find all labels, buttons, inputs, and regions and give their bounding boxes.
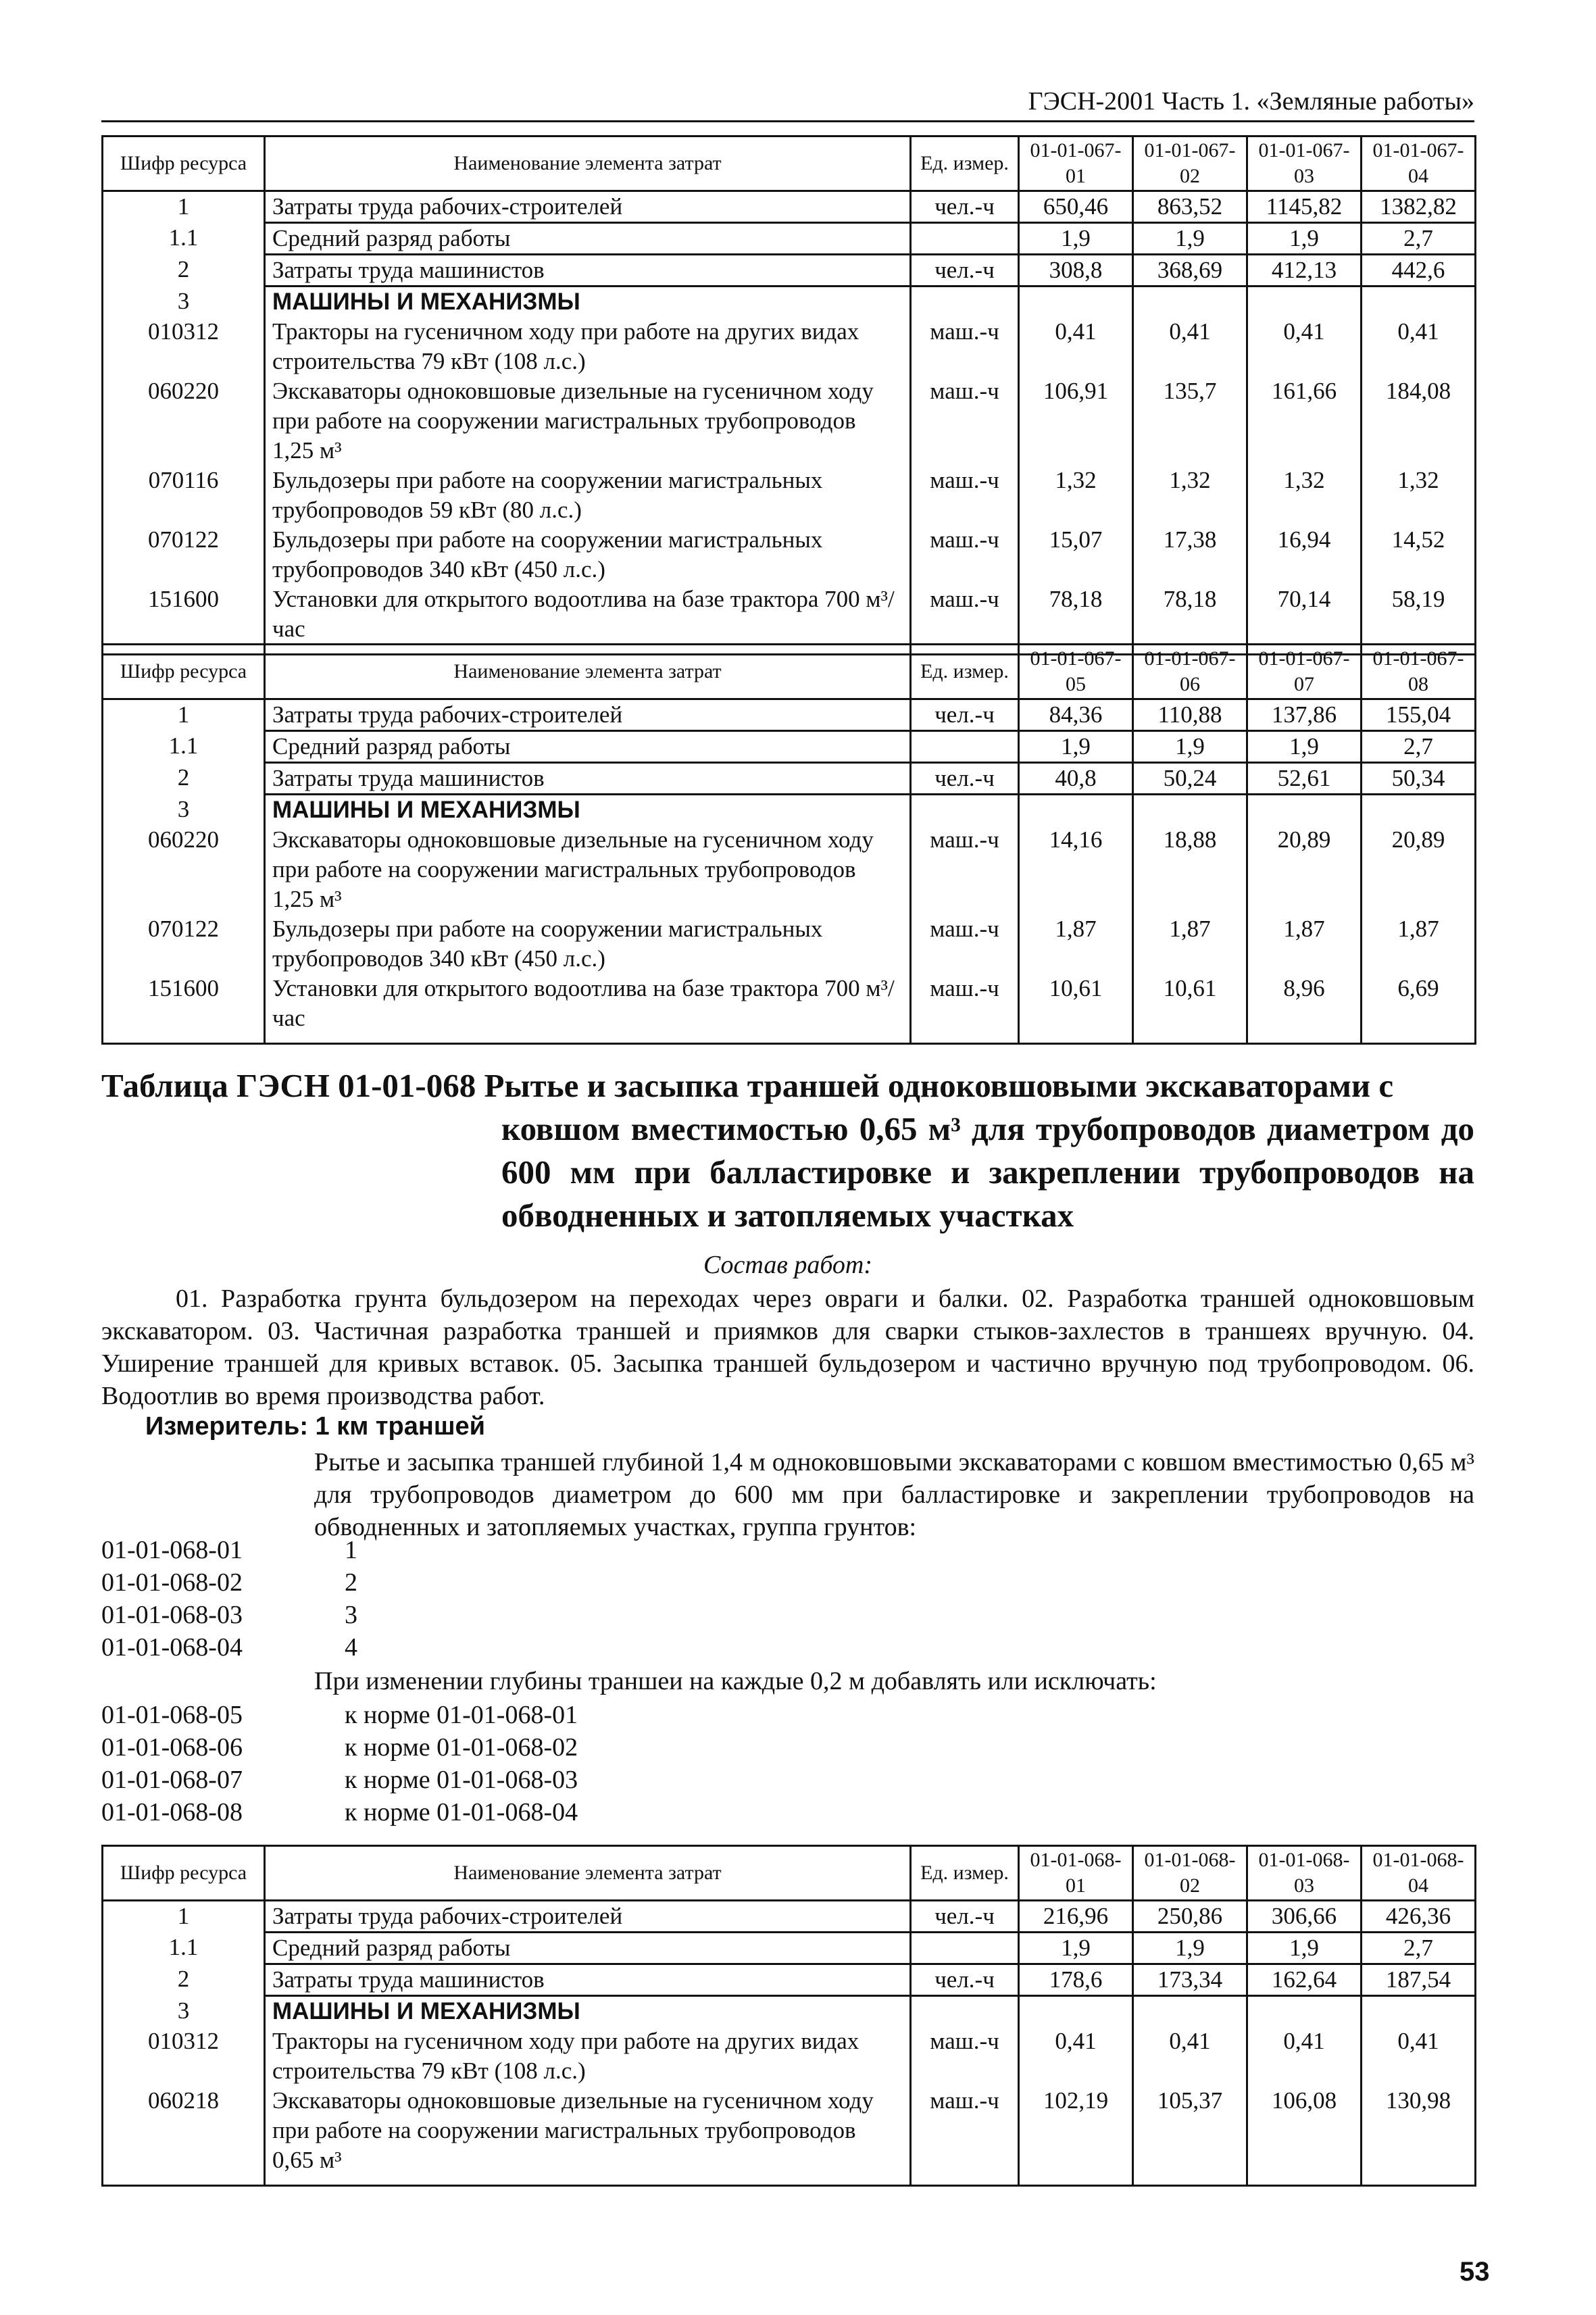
norm-value: 16,94	[1247, 525, 1362, 584]
norm-value: 1,9	[1019, 1933, 1133, 1964]
resource-name: Бульдозеры при работе на сооружении магистральных трубопроводов 340 кВт (450 л.с.)	[265, 914, 911, 974]
col-header-name: Наименование элемента затрат	[265, 645, 911, 699]
resource-code: 1	[103, 699, 265, 731]
norm-text: к норме 01-01-068-02	[345, 1733, 578, 1762]
col-header-norm: 01-01-067-06	[1133, 645, 1247, 699]
resource-code: 151600	[103, 974, 265, 1044]
norm-value: 1,87	[1019, 914, 1133, 974]
unit-cell	[911, 223, 1019, 255]
resource-code: 1.1	[103, 731, 265, 763]
resource-code: 1.1	[103, 223, 265, 255]
norm-value	[1133, 1996, 1247, 2027]
norm-value: 1382,82	[1362, 191, 1476, 223]
table-row	[103, 825, 1476, 914]
norm-value: 14,16	[1019, 825, 1133, 914]
norm-code: 01-01-068-03	[101, 1601, 243, 1629]
norm-code: 01-01-068-04	[101, 1633, 243, 1662]
norm-value: 0,41	[1362, 2026, 1476, 2086]
norm-value: 1,9	[1247, 731, 1362, 763]
works-text: 01. Разработка грунта бульдозером на переходах через овраги и балки. 02. Разработка траншей одноковшовым экскаватором. 03. Частичная разработка траншей и приямков для сварки стыков-захлестов в траншеях вручную. 04. Уширение траншей для кривых вставок. 05. Засыпка траншей бульдозером и частично вручную под трубопроводом. 06. Водоотлив во время производства работ.	[101, 1285, 1474, 1410]
norm-value: 426,36	[1362, 1901, 1476, 1933]
norm-code: 01-01-068-06	[101, 1733, 243, 1762]
norm-value: 78,18	[1019, 584, 1133, 655]
col-header-unit: Ед. измер.	[911, 645, 1019, 699]
unit-cell: маш.-ч	[911, 525, 1019, 584]
resource-code: 3	[103, 287, 265, 318]
norm-code: 01-01-068-07	[101, 1766, 243, 1794]
norm-description: Рытье и засыпка траншей глубиной 1,4 м одноковшовыми экскаваторами с ковшом вместимостью 0,65 м³ для трубопроводов диаметром до 600 мм при балластировке и закреплении трубопроводов на обводненных и затопляемых участках, группа грунтов:	[314, 1448, 1474, 1541]
norm-value: 52,61	[1247, 763, 1362, 795]
norm-value: 78,18	[1133, 584, 1247, 655]
norm-value	[1133, 795, 1247, 826]
resource-name: Затраты труда рабочих-строителей	[265, 191, 911, 223]
table-row	[103, 731, 1476, 763]
norm-value: 442,6	[1362, 255, 1476, 287]
resource-code: 1.1	[103, 1933, 265, 1964]
norm-value: 135,7	[1133, 376, 1247, 466]
norm-value: 1,9	[1133, 1933, 1247, 1964]
resource-code: 060218	[103, 2086, 265, 2186]
resource-name: Установки для открытого водоотлива на базе трактора 700 м³/час	[265, 974, 911, 1044]
table-row	[103, 763, 1476, 795]
resource-code: 2	[103, 1964, 265, 1996]
unit-cell	[911, 287, 1019, 318]
table-row	[103, 376, 1476, 466]
norm-code: 01-01-068-01	[101, 1536, 243, 1564]
resource-name: МАШИНЫ И МЕХАНИЗМЫ	[265, 1996, 911, 2027]
norm-value	[1362, 795, 1476, 826]
table-row	[103, 255, 1476, 287]
norm-item	[101, 1566, 357, 1599]
norm-value	[1247, 1996, 1362, 2027]
col-header-norm: 01-01-068-04	[1362, 1846, 1476, 1901]
norm-value: 10,61	[1133, 974, 1247, 1044]
norm-list-add	[101, 1699, 578, 1828]
resource-name: Экскаваторы одноковшовые дизельные на гусеничном ходу при работе на сооружении магистральных трубопроводов 0,65 м³	[265, 2086, 911, 2186]
norm-value: 1,32	[1019, 466, 1133, 525]
norm-text: 2	[345, 1568, 357, 1597]
norm-value: 1,9	[1247, 223, 1362, 255]
unit-cell: маш.-ч	[911, 466, 1019, 525]
table-body	[103, 191, 1476, 655]
norm-value: 161,66	[1247, 376, 1362, 466]
unit-cell: чел.-ч	[911, 1901, 1019, 1933]
col-header-code: Шифр ресурса	[103, 136, 265, 191]
table-row	[103, 974, 1476, 1044]
resource-code: 1	[103, 191, 265, 223]
unit-cell	[911, 1933, 1019, 1964]
col-header-code: Шифр ресурса	[103, 1846, 265, 1901]
norm-value: 368,69	[1133, 255, 1247, 287]
norm-text: к норме 01-01-068-01	[345, 1701, 578, 1729]
norm-value	[1247, 795, 1362, 826]
table-row	[103, 2026, 1476, 2086]
col-header-norm: 01-01-067-07	[1247, 645, 1362, 699]
resource-name: Средний разряд работы	[265, 223, 911, 255]
norm-value: 306,66	[1247, 1901, 1362, 1933]
col-header-name: Наименование элемента затрат	[265, 136, 911, 191]
norm-value: 40,8	[1019, 763, 1133, 795]
running-header: ГЭСН-2001 Часть 1. «Земляные работы»	[101, 86, 1474, 122]
norm-value	[1362, 287, 1476, 318]
norm-value: 863,52	[1133, 191, 1247, 223]
resource-name: Затраты труда рабочих-строителей	[265, 699, 911, 731]
col-header-norm: 01-01-068-01	[1019, 1846, 1133, 1901]
resource-code: 1	[103, 1901, 265, 1933]
norm-value: 70,14	[1247, 584, 1362, 655]
add-heading: При изменении глубины траншеи на каждые 0,2 м добавлять или исключать:	[314, 1667, 1157, 1695]
norm-value: 20,89	[1362, 825, 1476, 914]
norm-value: 162,64	[1247, 1964, 1362, 1996]
resource-name: Затраты труда машинистов	[265, 763, 911, 795]
resource-name: МАШИНЫ И МЕХАНИЗМЫ	[265, 795, 911, 826]
norm-value: 137,86	[1247, 699, 1362, 731]
norm-value: 1,9	[1019, 731, 1133, 763]
table-row	[103, 1964, 1476, 1996]
resource-code: 3	[103, 795, 265, 826]
norm-value: 1,32	[1362, 466, 1476, 525]
norm-text: к норме 01-01-068-04	[345, 1798, 578, 1826]
table-title-line1: Таблица ГЭСН 01-01-068 Рытье и засыпка траншей одноковшовыми экскаваторами с	[101, 1067, 1394, 1104]
norm-value: 308,8	[1019, 255, 1133, 287]
norm-text: 3	[345, 1601, 357, 1629]
resource-code: 2	[103, 763, 265, 795]
norm-value	[1019, 1996, 1133, 2027]
resource-table-067-01-04	[101, 135, 1476, 655]
norm-text: 1	[345, 1536, 357, 1564]
resource-name: Установки для открытого водоотлива на базе трактора 700 м³/час	[265, 584, 911, 655]
unit-cell: маш.-ч	[911, 376, 1019, 466]
resource-name: Затраты труда рабочих-строителей	[265, 1901, 911, 1933]
unit-cell: маш.-ч	[911, 974, 1019, 1044]
norm-value: 1,32	[1133, 466, 1247, 525]
table-row	[103, 1996, 1476, 2027]
unit-cell: маш.-ч	[911, 2086, 1019, 2186]
table-row	[103, 287, 1476, 318]
norm-list-groups	[101, 1534, 357, 1664]
norm-value	[1362, 1996, 1476, 2027]
norm-value: 58,19	[1362, 584, 1476, 655]
col-header-code: Шифр ресурса	[103, 645, 265, 699]
unit-cell: маш.-ч	[911, 584, 1019, 655]
unit-cell	[911, 795, 1019, 826]
col-header-unit: Ед. измер.	[911, 136, 1019, 191]
col-header-norm: 01-01-067-04	[1362, 136, 1476, 191]
unit-cell: чел.-ч	[911, 255, 1019, 287]
table-body	[103, 699, 1476, 1044]
norm-value	[1133, 287, 1247, 318]
norm-value: 102,19	[1019, 2086, 1133, 2186]
unit-cell: чел.-ч	[911, 699, 1019, 731]
norm-value: 20,89	[1247, 825, 1362, 914]
norm-value: 155,04	[1362, 699, 1476, 731]
meter-line: Измеритель: 1 км траншей	[145, 1412, 485, 1441]
resource-name: Затраты труда машинистов	[265, 1964, 911, 1996]
unit-cell	[911, 1996, 1019, 2027]
unit-cell	[911, 731, 1019, 763]
norm-value: 0,41	[1133, 317, 1247, 376]
norm-value: 0,41	[1019, 2026, 1133, 2086]
table-row	[103, 191, 1476, 223]
norm-item	[101, 1731, 578, 1764]
norm-value: 14,52	[1362, 525, 1476, 584]
resource-code: 070122	[103, 914, 265, 974]
unit-cell: чел.-ч	[911, 1964, 1019, 1996]
table-row	[103, 914, 1476, 974]
norm-value: 1,32	[1247, 466, 1362, 525]
resource-name: Бульдозеры при работе на сооружении магистральных трубопроводов 59 кВт (80 л.с.)	[265, 466, 911, 525]
resource-code: 2	[103, 255, 265, 287]
resource-code: 060220	[103, 825, 265, 914]
norm-value: 50,34	[1362, 763, 1476, 795]
norm-value: 15,07	[1019, 525, 1133, 584]
resource-code: 060220	[103, 376, 265, 466]
norm-value: 8,96	[1247, 974, 1362, 1044]
resource-code: 010312	[103, 317, 265, 376]
col-header-unit: Ед. измер.	[911, 1846, 1019, 1901]
unit-cell: маш.-ч	[911, 825, 1019, 914]
norm-code: 01-01-068-05	[101, 1701, 243, 1729]
norm-value: 187,54	[1362, 1964, 1476, 1996]
unit-cell: маш.-ч	[911, 914, 1019, 974]
norm-value: 0,41	[1019, 317, 1133, 376]
resource-name: Средний разряд работы	[265, 1933, 911, 1964]
norm-value: 130,98	[1362, 2086, 1476, 2186]
resource-name: Затраты труда машинистов	[265, 255, 911, 287]
resource-code: 070116	[103, 466, 265, 525]
norm-value: 250,86	[1133, 1901, 1247, 1933]
norm-value: 0,41	[1247, 317, 1362, 376]
table-title	[101, 1064, 1474, 1237]
norm-code: 01-01-068-02	[101, 1568, 243, 1597]
col-header-norm: 01-01-068-03	[1247, 1846, 1362, 1901]
col-header-norm: 01-01-067-02	[1133, 136, 1247, 191]
norm-value: 216,96	[1019, 1901, 1133, 1933]
table-row	[103, 1933, 1476, 1964]
norm-value: 18,88	[1133, 825, 1247, 914]
norm-value: 1,9	[1133, 731, 1247, 763]
norm-item	[101, 1796, 578, 1828]
norm-value: 1,9	[1133, 223, 1247, 255]
unit-cell: чел.-ч	[911, 763, 1019, 795]
norm-item	[101, 1764, 578, 1796]
norm-text: 4	[345, 1633, 357, 1662]
table-row	[103, 1901, 1476, 1933]
norm-value: 2,7	[1362, 731, 1476, 763]
norm-value: 17,38	[1133, 525, 1247, 584]
table-row	[103, 795, 1476, 826]
norm-value: 2,7	[1362, 223, 1476, 255]
norm-item	[101, 1599, 357, 1631]
norm-item	[101, 1631, 357, 1664]
norm-value: 110,88	[1133, 699, 1247, 731]
norm-text: к норме 01-01-068-03	[345, 1766, 578, 1794]
table-row	[103, 525, 1476, 584]
norm-value: 1,9	[1247, 1933, 1362, 1964]
norm-value: 2,7	[1362, 1933, 1476, 1964]
table-row	[103, 466, 1476, 525]
norm-value: 184,08	[1362, 376, 1476, 466]
unit-cell: маш.-ч	[911, 2026, 1019, 2086]
norm-value: 0,41	[1247, 2026, 1362, 2086]
table-row	[103, 699, 1476, 731]
norm-value: 1,87	[1133, 914, 1247, 974]
col-header-norm: 01-01-068-02	[1133, 1846, 1247, 1901]
works-heading: Состав работ:	[703, 1251, 873, 1279]
resource-code: 070122	[103, 525, 265, 584]
norm-item	[101, 1699, 578, 1731]
resource-name: Средний разряд работы	[265, 731, 911, 763]
norm-value: 1,87	[1362, 914, 1476, 974]
table-body	[103, 1901, 1476, 2186]
resource-name: Экскаваторы одноковшовые дизельные на гусеничном ходу при работе на сооружении магистральных трубопроводов 1,25 м³	[265, 825, 911, 914]
norm-value: 10,61	[1019, 974, 1133, 1044]
norm-value: 106,08	[1247, 2086, 1362, 2186]
norm-value: 1,9	[1019, 223, 1133, 255]
col-header-norm: 01-01-067-03	[1247, 136, 1362, 191]
norm-value	[1019, 795, 1133, 826]
norm-value	[1019, 287, 1133, 318]
resource-code: 010312	[103, 2026, 265, 2086]
unit-cell: чел.-ч	[911, 191, 1019, 223]
col-header-norm: 01-01-067-05	[1019, 645, 1133, 699]
norm-value: 1145,82	[1247, 191, 1362, 223]
norm-value: 105,37	[1133, 2086, 1247, 2186]
norm-item	[101, 1534, 357, 1566]
resource-name: Экскаваторы одноковшовые дизельные на гусеничном ходу при работе на сооружении магистральных трубопроводов 1,25 м³	[265, 376, 911, 466]
norm-value: 106,91	[1019, 376, 1133, 466]
unit-cell: маш.-ч	[911, 317, 1019, 376]
norm-value: 84,36	[1019, 699, 1133, 731]
norm-code: 01-01-068-08	[101, 1798, 243, 1826]
norm-value: 0,41	[1362, 317, 1476, 376]
table-title-line2: ковшом вместимостью 0,65 м³ для трубопроводов диаметром до 600 мм при балластировке и закреплении трубопроводов на обводненных и затопляемых участках	[501, 1110, 1474, 1234]
table-row	[103, 317, 1476, 376]
table-row	[103, 2086, 1476, 2186]
col-header-name: Наименование элемента затрат	[265, 1846, 911, 1901]
resource-name: Бульдозеры при работе на сооружении магистральных трубопроводов 340 кВт (450 л.с.)	[265, 525, 911, 584]
norm-value: 50,24	[1133, 763, 1247, 795]
norm-value: 0,41	[1133, 2026, 1247, 2086]
norm-value: 650,46	[1019, 191, 1133, 223]
col-header-norm: 01-01-067-01	[1019, 136, 1133, 191]
resource-name: МАШИНЫ И МЕХАНИЗМЫ	[265, 287, 911, 318]
resource-table-067-05-08	[101, 643, 1476, 1045]
page-number: 53	[1460, 2257, 1490, 2287]
resource-name: Тракторы на гусеничном ходу при работе на других видах строительства 79 кВт (108 л.с.)	[265, 317, 911, 376]
col-header-norm: 01-01-067-08	[1362, 645, 1476, 699]
resource-code: 3	[103, 1996, 265, 2027]
resource-table-068-01-04	[101, 1845, 1476, 2187]
resource-code: 151600	[103, 584, 265, 655]
norm-value: 6,69	[1362, 974, 1476, 1044]
table-row	[103, 223, 1476, 255]
norm-value: 1,87	[1247, 914, 1362, 974]
resource-name: Тракторы на гусеничном ходу при работе на других видах строительства 79 кВт (108 л.с.)	[265, 2026, 911, 2086]
norm-value: 173,34	[1133, 1964, 1247, 1996]
norm-value: 178,6	[1019, 1964, 1133, 1996]
norm-value: 412,13	[1247, 255, 1362, 287]
norm-value	[1247, 287, 1362, 318]
